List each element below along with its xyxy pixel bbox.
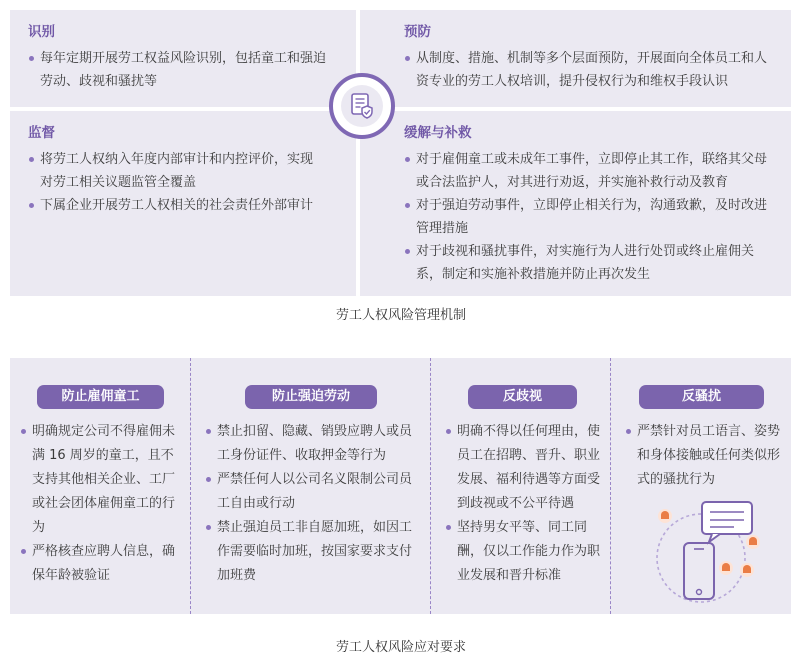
mechanism-caption: 劳工人权风险管理机制 [335, 308, 466, 323]
requirement-item: 禁止强迫员工非自愿加班，如因工作需要临时加班，按国家要求支付加班费 [205, 516, 423, 588]
mitigate-item: 对于歧视和骚扰事件，对实施行为人进行处罚或终止雇佣关系，制定和实施补救措施并防止再次发生 [404, 240, 773, 286]
mitigate-title: 缓解与补救 [404, 125, 472, 141]
supervise-item: 将劳工人权纳入年度内部审计和内控评价，实现对劳工相关议题监管全覆盖 [28, 148, 338, 194]
column-anti-discrimination [430, 358, 610, 614]
document-shield-icon [350, 93, 374, 119]
mitigate-item: 对于强迫劳动事件，立即停止相关行为，沟通致歉，及时改进管理措施 [404, 194, 773, 240]
identify-item: 每年定期开展劳工权益风险识别，包括童工和强迫劳动、歧视和骚扰等 [28, 47, 338, 93]
requirement-item: 严禁针对员工语言、姿势和身体接触或任何类似形式的骚扰行为 [625, 420, 785, 492]
column-anti-harassment [610, 358, 791, 614]
quadrant-identify [10, 10, 356, 107]
supervise-item: 下属企业开展劳工人权相关的社会责任外部审计 [28, 194, 338, 217]
quadrant-mitigate [360, 111, 791, 296]
supervise-title: 监督 [28, 125, 55, 141]
prevent-item: 从制度、措施、机制等多个层面预防，开展面向全体员工和人资专业的劳工人权培训，提升侵权行为和维权手段认识 [404, 47, 773, 93]
requirement-item: 严格核查应聘人信息，确保年龄被验证 [20, 540, 185, 588]
quadrant-supervise [10, 111, 356, 296]
requirement-item: 明确不得以任何理由，使员工在招聘、晋升、职业发展、福利待遇等方面受到歧视或不公平待遇 [445, 420, 605, 516]
column-title: 防止雇佣童工 [37, 385, 164, 409]
requirements-caption: 劳工人权风险应对要求 [335, 640, 466, 655]
column-title: 反骚扰 [639, 385, 764, 409]
mitigate-item: 对于雇佣童工或未成年工事件，立即停止其工作，联络其父母或合法监护人，对其进行劝返，并实施补救行动及教育 [404, 148, 773, 194]
requirement-item: 禁止扣留、隐藏、销毁应聘人或员工身份证件、收取押金等行为 [205, 420, 423, 468]
risk-response-requirements [10, 358, 791, 614]
column-title: 反歧视 [468, 385, 577, 409]
quadrant-prevent [360, 10, 791, 107]
column-child-labor [10, 358, 190, 614]
requirement-item: 坚持男女平等、同工同酬，仅以工作能力作为职业发展和晋升标准 [445, 516, 605, 588]
phone-chat-bell-icon [646, 496, 766, 608]
prevent-title: 预防 [404, 24, 431, 40]
identify-title: 识别 [28, 24, 55, 40]
column-title: 防止强迫劳动 [245, 385, 377, 409]
column-forced-labor [190, 358, 430, 614]
risk-management-mechanism [10, 10, 791, 296]
requirement-item: 明确规定公司不得雇佣未满 16 周岁的童工，且不支持其他相关企业、工厂或社会团体雇佣童工的行为 [20, 420, 185, 540]
requirement-item: 严禁任何人以公司名义限制公司员工自由或行动 [205, 468, 423, 516]
center-emblem [329, 73, 395, 139]
